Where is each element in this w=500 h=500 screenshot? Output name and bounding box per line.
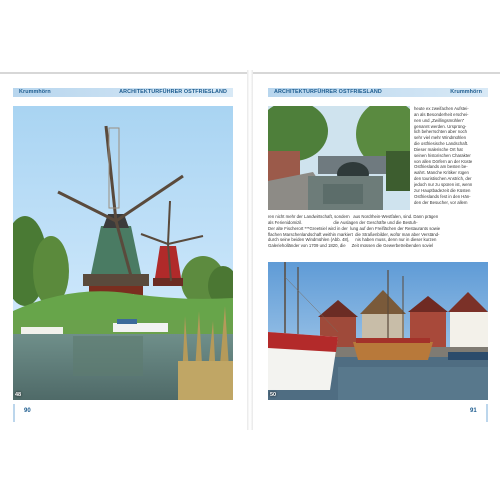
right-bottom-figure-number: 50 (270, 392, 277, 398)
text-line: den der Besucher, vor allem (414, 199, 468, 205)
left-header-place: Krummhörn (19, 89, 51, 95)
text-line: die ostfriesische Landschaft. (414, 141, 469, 147)
text-line: zur Hauptbadezeit die Küsten (414, 187, 471, 193)
right-canal-bridge-photo (268, 106, 410, 210)
right-page-number: 91 (470, 408, 477, 414)
right-running-header (268, 88, 488, 97)
text-line: Dieser malerische Ort hat (414, 146, 463, 152)
right-header-title: ARCHITEKTURFÜHRER OSTFRIESLAND (274, 89, 382, 95)
text-line: durch seine beiden Windmühlen (Abb. 48), nis haben muss, denn nur in dieser kurzen (268, 237, 437, 243)
right-page-number-bar (486, 404, 488, 422)
left-page-number: 90 (24, 408, 31, 414)
text-line: sehr viel mehr Windmühlen (414, 135, 467, 141)
left-page-number-bar (13, 404, 15, 422)
right-header-place: Krummhörn (450, 89, 482, 95)
text-line: nen und „Zwillingsmühlen“ (414, 117, 465, 123)
text-line: Der alte Fischerort ***Greetsiel wird in der lung auf den Freiflächen der Restaurants sowie (268, 225, 441, 231)
left-page-top-edge (0, 72, 247, 74)
text-line: den touristischen Anstrich, der (414, 176, 472, 182)
left-figure-number: 48 (15, 392, 22, 398)
text-line: Ostfrieslands fest in den Hän- (414, 193, 471, 199)
right-harbour-photo (268, 262, 488, 400)
right-column-text (414, 106, 488, 205)
left-windmills-photo (13, 106, 233, 400)
book-gutter (247, 70, 253, 430)
text-line: genannt werden. Ursprüng- (414, 123, 467, 129)
left-header-title: ARCHITEKTURFÜHRER OSTFRIESLAND (119, 89, 227, 95)
text-line: Ostfrieslands am besten be- (414, 164, 468, 170)
text-line: ren nicht mehr der Landwirtschaft, sondern aus Nordrhein-Westfalen, sind. Dann prägen (268, 214, 439, 219)
text-line: als Ferienidomizil. die Auslagen der Geschäfte und die Bestuh- (268, 219, 418, 225)
full-width-text (268, 214, 488, 249)
text-line: von allen Dörfern an der Küste (414, 158, 473, 164)
text-line: flachen Marschenlandschaft weithin markiert die Straßenbilder, wofür man aber Verständ- (268, 231, 440, 237)
text-line: heute ex zweifachen Aufstei- (414, 106, 469, 111)
text-line: wahrt. Manche Kritiker rügen (414, 170, 469, 176)
right-page-top-edge (253, 72, 500, 74)
text-line: lich beherrschten aber noch (414, 129, 468, 135)
text-line: Galerieholländer von 1709 und 1820, die Zeit müssen die Gewerbetreibenden soviel (268, 243, 434, 249)
text-line: jedoch nur zu spüren ist, wenn (414, 181, 473, 187)
left-running-header (13, 88, 233, 97)
text-line: an als Besonderheit erschei- (414, 111, 469, 117)
text-line: seinen historischen Charakter (414, 152, 471, 158)
